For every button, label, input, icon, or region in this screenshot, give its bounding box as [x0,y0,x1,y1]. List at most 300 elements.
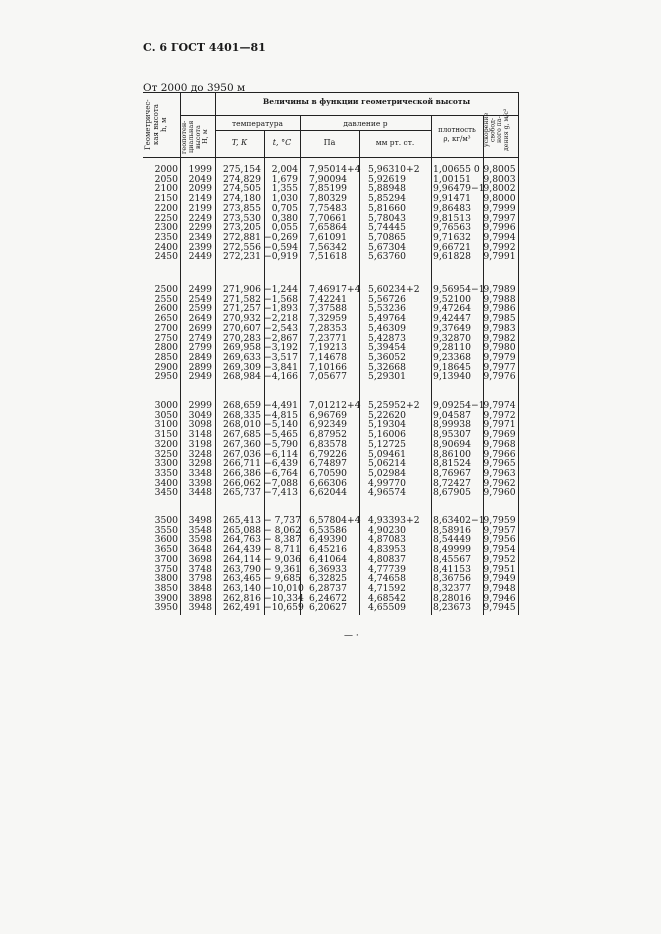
table-cell: − 8,387 [264,534,301,546]
table-cell: 3598 [188,534,212,546]
table-cell: 274,505 [223,183,261,195]
table-cell: 9,7994 [483,231,516,243]
table-cell: −7,413 [264,487,299,499]
table-cell: −0,919 [264,251,299,263]
table-cell: 9,7945 [483,602,516,614]
table-cell: 8,41153 [433,563,471,575]
table-cell: 5,63760 [368,251,406,263]
table-cell: 7,42241 [309,293,347,305]
table-top-rule [143,92,519,93]
table-cell: 9,56954−1 [433,284,485,295]
table-cell: 3900 [154,592,178,604]
table-cell: 8,28016 [433,592,471,604]
table-cell: 3700 [154,553,178,565]
table-cell: 4,93393+2 [368,515,420,526]
table-cell: 265,737 [223,487,261,499]
table-cell: 9,42447 [433,313,471,325]
table-cell: 9,7963 [483,467,516,479]
header-group-title: Величины в функции геометрической высоты [262,97,471,106]
table-cell: 2999 [188,400,212,411]
table-cell: 7,85199 [309,183,347,195]
table-cell: 9,7979 [483,351,516,363]
table-cell: 2849 [188,351,212,363]
table-cell: 9,8002 [483,183,516,195]
table-cell: 5,70865 [368,231,406,243]
table-cell: 2000 [154,164,178,175]
table-cell: 3550 [154,524,178,536]
group-header-rule [180,115,519,116]
table-cell: 3748 [188,563,212,575]
table-cell: 274,829 [223,173,261,185]
table-cell: 7,51618 [309,251,347,263]
header-gravity: ускорение свобод- ного па- дения g, м/с² [483,108,510,152]
table-cell: 3350 [154,467,178,479]
table-cell: 268,010 [223,419,261,431]
table-cell: 9,18645 [433,361,471,373]
table-cell: −2,218 [264,313,299,325]
table-cell: 8,99938 [433,419,471,431]
table-cell: 5,92619 [368,173,406,185]
table-cell: 9,32870 [433,332,471,344]
table-cell: 9,7948 [483,582,516,594]
table-cell: 3300 [154,458,178,470]
table-cell: 9,7962 [483,477,516,489]
table-cell: 263,790 [223,563,261,575]
table-cell: 8,81524 [433,458,471,470]
table-cell: 6,20627 [309,602,347,614]
table-cell: 266,062 [223,477,261,489]
table-cell: 2949 [188,371,212,383]
table-cell: 271,582 [223,293,261,305]
table-cell: 6,92349 [309,419,347,431]
table-cell: 9,7954 [483,544,516,556]
table-cell: − 7,737 [264,515,301,526]
table-cell: 6,32825 [309,573,347,585]
table-cell: 5,39454 [368,342,406,354]
table-cell: 2200 [154,202,178,214]
table-cell: 4,65509 [368,602,406,614]
table-cell: 9,96479−1 [433,183,485,195]
table-cell: 1,00151 [433,173,471,185]
table-cell: 9,04587 [433,409,471,421]
table-cell: 5,02984 [368,467,406,479]
table-cell: 2,004 [271,164,298,175]
table-cell: −3,192 [264,342,299,354]
table-cell: 5,25952+2 [368,400,420,411]
table-cell: 2750 [154,332,178,344]
table-cell: 9,7999 [483,202,516,214]
table-cell: 9,7952 [483,553,516,565]
table-cell: 9,23368 [433,351,471,363]
table-cell: 5,67304 [368,241,406,253]
table-cell: 9,7960 [483,487,516,499]
table-cell: 9,7985 [483,313,516,325]
table-cell: 6,53586 [309,524,347,536]
table-cell: 270,607 [223,322,261,334]
table-cell: 5,36052 [368,351,406,363]
table-cell: 8,95307 [433,429,471,441]
table-cell: 5,96310+2 [368,164,420,175]
table-cell: 9,7989 [483,284,516,295]
table-cell: − 9,685 [264,573,301,585]
table-cell: 9,66721 [433,241,471,253]
table-cell: 3100 [154,419,178,431]
table-cell: −6,114 [264,448,299,460]
table-cell: 9,7957 [483,524,516,536]
header-bottom-rule [143,157,519,158]
table-cell: 1999 [188,164,212,175]
table-cell: 9,37649 [433,322,471,334]
table-cell: 3648 [188,544,212,556]
table-cell: 3800 [154,573,178,585]
table-cell: 9,8003 [483,173,516,185]
table-cell: −10,010 [264,582,304,594]
header-geometric-height: Геометричес- кая высота h, м [144,99,168,151]
table-cell: 3548 [188,524,212,536]
table-cell: 5,56726 [368,293,406,305]
table-cell: 0,380 [271,212,298,224]
table-cell: 9,7983 [483,322,516,334]
table-cell: 9,86483 [433,202,471,214]
table-cell: 3948 [188,602,212,614]
table-cell: 9,91471 [433,193,471,205]
header-temp-C: t, °С [272,138,292,147]
table-cell: −4,166 [264,371,299,383]
table-cell: 2950 [154,371,178,383]
table-cell: 7,14678 [309,351,347,363]
table-cell: 267,685 [223,429,261,441]
table-cell: 8,86100 [433,448,471,460]
table-cell: 2550 [154,293,178,305]
table-cell: 5,32668 [368,361,406,373]
table-cell: 3750 [154,563,178,575]
table-cell: 7,37588 [309,303,347,315]
table-cell: 6,83578 [309,438,347,450]
table-cell: − 9,036 [264,553,301,565]
table-cell: 2900 [154,361,178,373]
table-cell: 262,816 [223,592,261,604]
table-cell: 9,7980 [483,342,516,354]
table-cell: 9,7956 [483,534,516,546]
table-cell: 9,7986 [483,303,516,315]
table-cell: −0,269 [264,231,299,243]
table-cell: 268,335 [223,409,261,421]
table-cell: 4,83953 [368,544,406,556]
table-cell: 3950 [154,602,178,614]
table-cell: 7,01212+4 [309,400,361,411]
header-temperature: температура [232,119,283,128]
table-cell: 4,87083 [368,534,406,546]
table-cell: 264,439 [223,544,261,556]
table-cell: 6,87952 [309,429,347,441]
table-cell: 5,06214 [368,458,406,470]
table-cell: 5,46309 [368,322,406,334]
table-cell: 3848 [188,582,212,594]
table-cell: 7,95014+4 [309,164,361,175]
table-cell: 5,74445 [368,222,406,234]
table-cell: 3450 [154,487,178,499]
table-cell: 6,96769 [309,409,347,421]
table-cell: 273,855 [223,202,261,214]
table-cell: 9,7959 [483,515,516,526]
table-cell: −7,088 [264,477,299,489]
table-cell: 2149 [188,193,212,205]
table-cell: −6,764 [264,467,299,479]
table-cell: 5,49764 [368,313,406,325]
table-cell: 2199 [188,202,212,214]
table-cell: 3050 [154,409,178,421]
table-cell: 7,32959 [309,313,347,325]
table-cell: 2650 [154,313,178,325]
table-cell: 1,030 [271,193,298,205]
table-cell: − 9,361 [264,563,301,575]
table-cell: −1,893 [264,303,299,315]
table-cell: −2,867 [264,332,299,344]
header-geopotential-height: геопотен- циальная высота H, м [180,120,209,154]
table-cell: 2499 [188,284,212,295]
table-cell: 3698 [188,553,212,565]
table-cell: 9,81513 [433,212,471,224]
table-cell: 9,8005 [483,164,516,175]
table-cell: 8,76967 [433,467,471,479]
table-cell: 2099 [188,183,212,195]
table-cell: 8,63402−1 [433,515,485,526]
table-cell: 4,74658 [368,573,406,585]
table-cell: 9,7971 [483,419,516,431]
header-pressure-pa: Па [323,138,336,147]
table-cell: 3250 [154,448,178,460]
table-cell: −6,439 [264,458,299,470]
table-cell: 2449 [188,251,212,263]
footer-mark: — · [344,631,359,641]
table-cell: 268,659 [223,400,261,411]
table-cell: 2349 [188,231,212,243]
table-cell: −10,334 [264,592,304,604]
table-cell: 3200 [154,438,178,450]
table-cell: 8,72427 [433,477,471,489]
table-cell: −5,790 [264,438,299,450]
table-cell: 272,556 [223,241,261,253]
table-cell: 7,61091 [309,231,347,243]
table-cell: 2500 [154,284,178,295]
table-cell: 2350 [154,231,178,243]
table-cell: 3398 [188,477,212,489]
table-cell: 9,7982 [483,332,516,344]
table-cell: −5,140 [264,419,299,431]
table-cell: 9,47264 [433,303,471,315]
table-cell: 6,70590 [309,467,347,479]
table-cell: 7,05677 [309,371,347,383]
table-cell: 2450 [154,251,178,263]
table-cell: 7,28353 [309,322,347,334]
table-cell: 9,28110 [433,342,471,354]
table-cell: 5,88948 [368,183,406,195]
table-cell: 262,491 [223,602,261,614]
table-cell: 1,00655 0 [433,164,480,175]
table-cell: 9,7988 [483,293,516,305]
table-cell: 273,530 [223,212,261,224]
table-cell: 3600 [154,534,178,546]
table-cell: 274,180 [223,193,261,205]
table-cell: 5,42873 [368,332,406,344]
table-cell: 4,71592 [368,582,406,594]
table-cell: 2249 [188,212,212,224]
table-cell: 7,75483 [309,202,347,214]
table-cell: − 8,062 [264,524,301,536]
table-cell: −1,244 [264,284,299,295]
table-cell: 9,09254−1 [433,400,485,411]
table-cell: 9,71632 [433,231,471,243]
table-cell: 2049 [188,173,212,185]
page-header: С. 6 ГОСТ 4401—81 [143,41,266,54]
table-cell: 1,355 [271,183,298,195]
table-cell: 264,763 [223,534,261,546]
table-cell: 266,386 [223,467,261,479]
table-cell: 3148 [188,429,212,441]
table-cell: 4,68542 [368,592,406,604]
table-cell: 2600 [154,303,178,315]
table-cell: 2549 [188,293,212,305]
table-cell: 9,7992 [483,241,516,253]
table-cell: 9,7966 [483,448,516,460]
table-cell: 2749 [188,332,212,344]
table-cell: 3298 [188,458,212,470]
table-cell: 9,61828 [433,251,471,263]
table-cell: 9,7977 [483,361,516,373]
table-cell: 8,45567 [433,553,471,565]
table-cell: 8,49999 [433,544,471,556]
table-cell: 263,465 [223,573,261,585]
table-cell: 8,90694 [433,438,471,450]
table-cell: 275,154 [223,164,261,175]
header-pressure: давление p [343,119,388,128]
table-cell: −4,815 [264,409,299,421]
table-cell: 271,257 [223,303,261,315]
table-cell: 5,09461 [368,448,406,460]
table-cell: 8,54449 [433,534,471,546]
atmosphere-table [143,92,519,615]
table-cell: −10,659 [264,602,304,614]
table-cell: 2300 [154,222,178,234]
table-cell: 273,205 [223,222,261,234]
table-cell: 2299 [188,222,212,234]
table-cell: 271,906 [223,284,261,295]
table-cell: 5,22620 [368,409,406,421]
table-cell: 3400 [154,477,178,489]
table-cell: 265,413 [223,515,261,526]
col-rule-8 [518,92,519,615]
table-cell: 7,70661 [309,212,347,224]
table-cell: 270,283 [223,332,261,344]
table-cell: 8,36756 [433,573,471,585]
table-cell: 3000 [154,400,178,411]
table-cell: −1,568 [264,293,299,305]
table-cell: 9,7991 [483,251,516,263]
table-cell: 9,7968 [483,438,516,450]
table-cell: 6,62044 [309,487,347,499]
table-cell: 268,984 [223,371,261,383]
table-cell: 7,23771 [309,332,347,344]
table-cell: 2800 [154,342,178,354]
table-cell: 6,36933 [309,563,347,575]
table-cell: 7,80329 [309,193,347,205]
table-cell: 9,8000 [483,193,516,205]
table-cell: 272,231 [223,251,261,263]
table-cell: 0,705 [271,202,298,214]
table-cell: 265,088 [223,524,261,536]
table-cell: 3500 [154,515,178,526]
table-cell: 5,78043 [368,212,406,224]
table-cell: 3498 [188,515,212,526]
table-cell: 7,19213 [309,342,347,354]
table-cell: 3150 [154,429,178,441]
table-cell: 9,7974 [483,400,516,411]
table-cell: 5,16006 [368,429,406,441]
table-cell: 4,77739 [368,563,406,575]
table-cell: 8,67905 [433,487,471,499]
table-cell: 2850 [154,351,178,363]
table-cell: 5,19304 [368,419,406,431]
table-cell: 9,7949 [483,573,516,585]
table-cell: 9,7969 [483,429,516,441]
table-cell: −3,517 [264,351,299,363]
table-cell: −5,465 [264,429,299,441]
table-cell: 5,29301 [368,371,406,383]
table-cell: 3650 [154,544,178,556]
table-cell: 264,114 [223,553,261,565]
table-cell: −0,594 [264,241,299,253]
table-cell: 6,45216 [309,544,347,556]
table-cell: 7,56342 [309,241,347,253]
table-cell: 266,711 [223,458,261,470]
table-cell: 2699 [188,322,212,334]
table-subtitle: От 2000 до 3950 м [143,82,246,94]
table-cell: 3248 [188,448,212,460]
table-cell: 2700 [154,322,178,334]
table-cell: 6,24672 [309,592,347,604]
table-cell: 4,99770 [368,477,406,489]
table-cell: 267,360 [223,438,261,450]
table-cell: 6,41064 [309,553,347,565]
table-cell: 3850 [154,582,178,594]
table-cell: 4,90230 [368,524,406,536]
table-cell: 5,81660 [368,202,406,214]
table-cell: 2799 [188,342,212,354]
table-cell: 2150 [154,193,178,205]
table-cell: 9,7965 [483,458,516,470]
table-cell: 6,49390 [309,534,347,546]
table-cell: 3098 [188,419,212,431]
header-temp-K: T, К [231,138,248,147]
table-cell: 263,140 [223,582,261,594]
table-cell: 6,74897 [309,458,347,470]
table-cell: 3348 [188,467,212,479]
table-cell: 5,12725 [368,438,406,450]
table-cell: 9,7972 [483,409,516,421]
table-cell: 267,036 [223,448,261,460]
table-cell: 269,309 [223,361,261,373]
table-cell: 3049 [188,409,212,421]
table-cell: − 8,711 [264,544,301,556]
table-cell: −3,841 [264,361,299,373]
table-cell: 269,633 [223,351,261,363]
table-cell: 2250 [154,212,178,224]
table-cell: 9,13940 [433,371,471,383]
table-cell: 2399 [188,241,212,253]
table-cell: 8,58916 [433,524,471,536]
table-cell: 2100 [154,183,178,195]
table-cell: 6,79226 [309,448,347,460]
